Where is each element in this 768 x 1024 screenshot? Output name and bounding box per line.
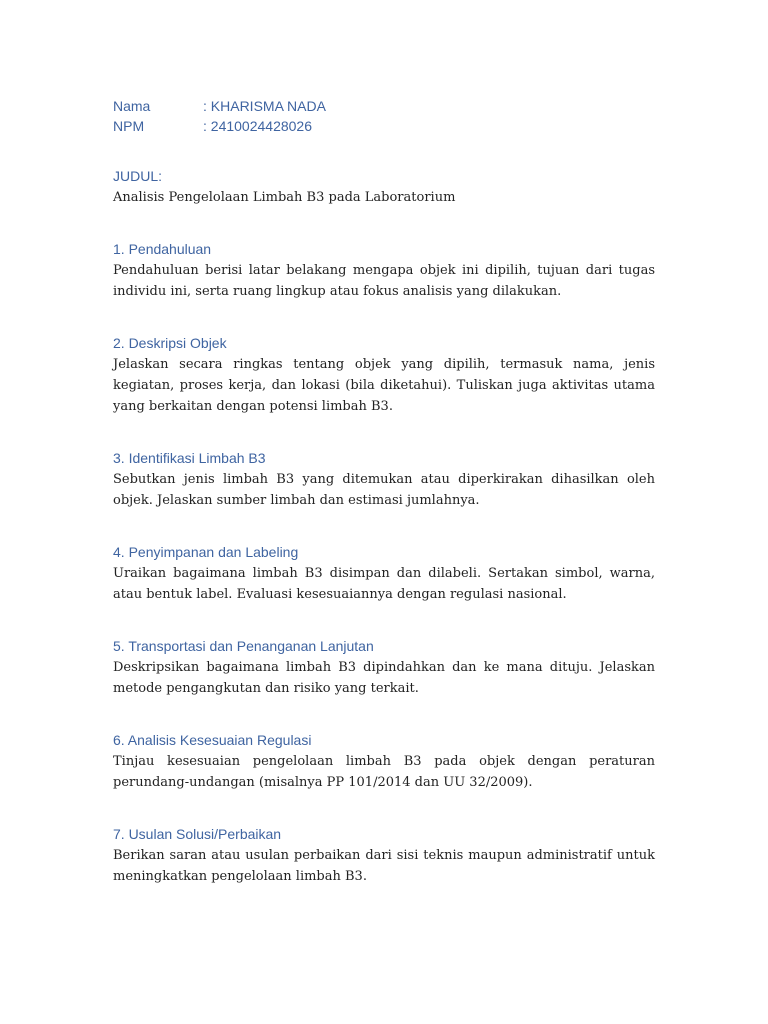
npm-value: : 2410024428026	[203, 117, 312, 134]
section-heading: 6. Analisis Kesesuaian Regulasi	[113, 732, 312, 748]
name-label: Nama	[113, 98, 151, 114]
judul-section	[113, 166, 655, 208]
name-row	[113, 97, 655, 117]
section-penyimpanan-labeling	[113, 542, 655, 605]
section-heading: 5. Transportasi dan Penanganan Lanjutan	[113, 638, 374, 654]
section-body: Sebutkan jenis limbah B3 yang ditemukan atau diperkirakan dihasilkan oleh objek. Jelaskan sumber limbah dan estimasi jumlahnya.	[113, 472, 655, 508]
section-pendahuluan	[113, 239, 655, 302]
section-body: Uraikan bagaimana limbah B3 disimpan dan dilabeli. Sertakan simbol, warna, atau bentuk label. Evaluasi kesesuaiannya dengan regulasi nasional.	[113, 566, 655, 602]
section-body: Tinjau kesesuaian pengelolaan limbah B3 pada objek dengan peraturan perundang-undangan (misalnya PP 101/2014 dan UU 32/2009).	[113, 754, 655, 790]
judul-text: Analisis Pengelolaan Limbah B3 pada Laboratorium	[113, 190, 456, 205]
section-identifikasi-limbah	[113, 448, 655, 511]
section-body: Pendahuluan berisi latar belakang mengapa objek ini dipilih, tujuan dari tugas individu ini, serta ruang lingkup atau fokus analisis yang dilakukan.	[113, 263, 655, 299]
section-usulan-solusi	[113, 824, 655, 887]
section-deskripsi-objek	[113, 333, 655, 417]
section-body: Jelaskan secara ringkas tentang objek yang dipilih, termasuk nama, jenis kegiatan, proses kerja, dan lokasi (bila diketahui). Tuliskan juga aktivitas utama yang berkaitan dengan potensi limbah B3.	[113, 357, 655, 414]
name-value: : KHARISMA NADA	[203, 98, 326, 114]
npm-label: NPM	[113, 117, 145, 134]
judul-label: JUDUL:	[113, 168, 163, 184]
section-body: Berikan saran atau usulan perbaikan dari sisi teknis maupun administratif untuk meningkatkan pengelolaan limbah B3.	[113, 848, 655, 884]
section-heading: 3. Identifikasi Limbah B3	[113, 450, 266, 466]
section-heading: 7. Usulan Solusi/Perbaikan	[113, 826, 282, 842]
section-heading: 1. Pendahuluan	[113, 241, 212, 257]
section-heading: 2. Deskripsi Objek	[113, 335, 227, 351]
section-body: Deskripsikan bagaimana limbah B3 dipindahkan dan ke mana dituju. Jelaskan metode pengangkutan dan risiko yang terkait.	[113, 660, 655, 696]
npm-row	[113, 117, 655, 137]
section-analisis-regulasi	[113, 730, 655, 793]
document-page	[113, 97, 655, 918]
student-info	[113, 97, 655, 136]
section-heading: 4. Penyimpanan dan Labeling	[113, 544, 299, 560]
section-transportasi	[113, 636, 655, 699]
